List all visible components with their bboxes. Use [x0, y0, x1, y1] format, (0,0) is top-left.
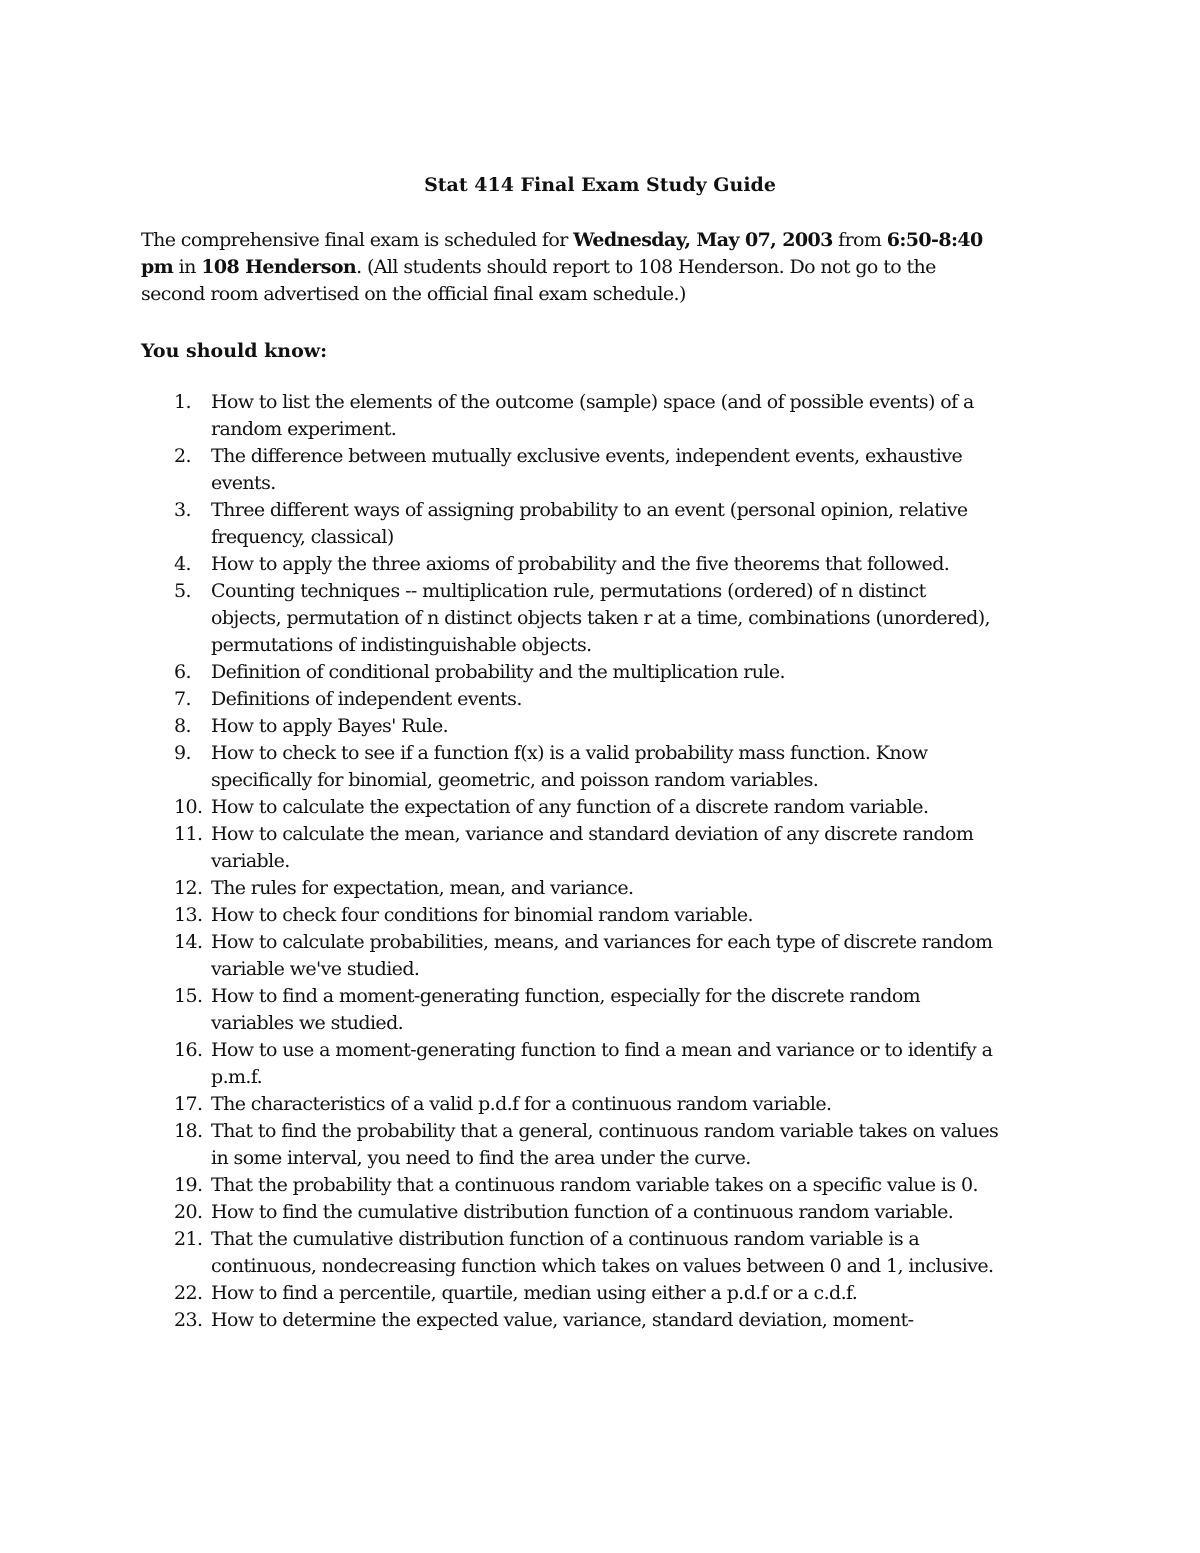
list-item: [141, 578, 1001, 659]
list-item-text: How to find the cumulative distribution function of a continuous random variable.: [211, 1201, 954, 1223]
list-item-number: 22.: [174, 1282, 203, 1304]
list-item-number: 11.: [174, 823, 203, 845]
list-item-text: Counting techniques -- multiplication rule, permutations (ordered) of n distinct objects, permutation of n distinct objects taken r at a time, combinations (unordered), permutations of indistinguishable objects.: [211, 580, 990, 656]
list-item-number: 10.: [174, 796, 203, 818]
list-item: [141, 497, 1001, 551]
list-item-text: The rules for expectation, mean, and variance.: [211, 877, 634, 899]
intro-text-2: from: [832, 229, 887, 251]
list-item: [141, 713, 1001, 740]
list-item-number: 2.: [174, 445, 191, 467]
intro-text-4: . (All students should report to 108 Henderson. Do not go to the second room advertised on the official final exam schedule.): [141, 256, 936, 305]
study-topics-list: [141, 389, 1001, 1334]
list-item: [141, 1199, 1001, 1226]
list-item-number: 21.: [174, 1228, 203, 1250]
list-item-text: How to calculate the expectation of any function of a discrete random variable.: [211, 796, 929, 818]
list-item: [141, 794, 1001, 821]
list-item: [141, 1226, 1001, 1280]
list-item-text: How to find a percentile, quartile, median using either a p.d.f or a c.d.f.: [211, 1282, 858, 1304]
list-item: [141, 686, 1001, 713]
document-title: Stat 414 Final Exam Study Guide: [424, 174, 776, 196]
list-item-number: 17.: [174, 1093, 203, 1115]
list-item-number: 3.: [174, 499, 191, 521]
list-item-number: 12.: [174, 877, 203, 899]
list-item-text: How to apply the three axioms of probability and the five theorems that followed.: [211, 553, 950, 575]
list-item-text: That to find the probability that a general, continuous random variable takes on values in some interval, you need to find the area under the curve.: [211, 1120, 999, 1169]
list-item-text: That the cumulative distribution function of a continuous random variable is a continuous, nondecreasing function which takes on values between 0 and 1, inclusive.: [211, 1228, 994, 1277]
list-item: [141, 821, 1001, 875]
list-item-number: 20.: [174, 1201, 203, 1223]
list-item-number: 19.: [174, 1174, 203, 1196]
list-item-text: How to list the elements of the outcome (sample) space (and of possible events) of a random experiment.: [211, 391, 974, 440]
list-item-text: How to find a moment-generating function, especially for the discrete random variables we studied.: [211, 985, 921, 1034]
list-item-number: 16.: [174, 1039, 203, 1061]
list-item-text: How to check four conditions for binomial random variable.: [211, 904, 753, 926]
list-item-text: That the probability that a continuous random variable takes on a specific value is 0.: [211, 1174, 978, 1196]
list-item: [141, 1037, 1001, 1091]
you-should-know-heading: You should know:: [141, 340, 328, 362]
list-item-text: Definitions of independent events.: [211, 688, 522, 710]
list-item-text: The characteristics of a valid p.d.f for a continuous random variable.: [211, 1093, 832, 1115]
list-item-text: Three different ways of assigning probability to an event (personal opinion, relative frequency, classical): [211, 499, 968, 548]
list-item: [141, 875, 1001, 902]
list-item-number: 7.: [174, 688, 191, 710]
list-item-text: Definition of conditional probability and the multiplication rule.: [211, 661, 785, 683]
list-item: [141, 983, 1001, 1037]
list-item: [141, 1172, 1001, 1199]
list-item-number: 18.: [174, 1120, 203, 1142]
list-item-number: 13.: [174, 904, 203, 926]
list-item: [141, 1307, 1001, 1334]
list-item-number: 8.: [174, 715, 191, 737]
exam-schedule-paragraph: [141, 227, 991, 308]
intro-text-3: in: [173, 256, 202, 278]
list-item-number: 6.: [174, 661, 191, 683]
list-item-number: 14.: [174, 931, 203, 953]
list-item-number: 9.: [174, 742, 191, 764]
list-item-number: 1.: [174, 391, 191, 413]
intro-text-1: The comprehensive final exam is scheduled for: [141, 229, 574, 251]
list-item: [141, 902, 1001, 929]
exam-time: 6:50-8:40 pm: [141, 229, 983, 278]
list-item: [141, 443, 1001, 497]
list-item-number: 5.: [174, 580, 191, 602]
exam-room: 108 Henderson: [201, 256, 357, 278]
list-item: [141, 740, 1001, 794]
list-item: [141, 1280, 1001, 1307]
list-item-text: How to calculate probabilities, means, and variances for each type of discrete random variable we've studied.: [211, 931, 993, 980]
list-item: [141, 659, 1001, 686]
list-item: [141, 551, 1001, 578]
list-item: [141, 929, 1001, 983]
exam-date: Wednesday, May 07, 2003: [573, 229, 833, 251]
list-item-text: How to check to see if a function f(x) is a valid probability mass function. Know specifically for binomial, geometric, and poisson random variables.: [211, 742, 928, 791]
list-item-number: 23.: [174, 1309, 203, 1331]
list-item: [141, 1118, 1001, 1172]
list-item: [141, 389, 1001, 443]
list-item-text: The difference between mutually exclusive events, independent events, exhaustive events.: [211, 445, 963, 494]
list-item-number: 15.: [174, 985, 203, 1007]
list-item-text: How to apply Bayes' Rule.: [211, 715, 449, 737]
list-item-text: How to determine the expected value, variance, standard deviation, moment-: [211, 1309, 914, 1331]
list-item-text: How to calculate the mean, variance and standard deviation of any discrete random variable.: [211, 823, 974, 872]
list-item: [141, 1091, 1001, 1118]
list-item-number: 4.: [174, 553, 191, 575]
list-item-text: How to use a moment-generating function to find a mean and variance or to identify a p.m.f.: [211, 1039, 993, 1088]
